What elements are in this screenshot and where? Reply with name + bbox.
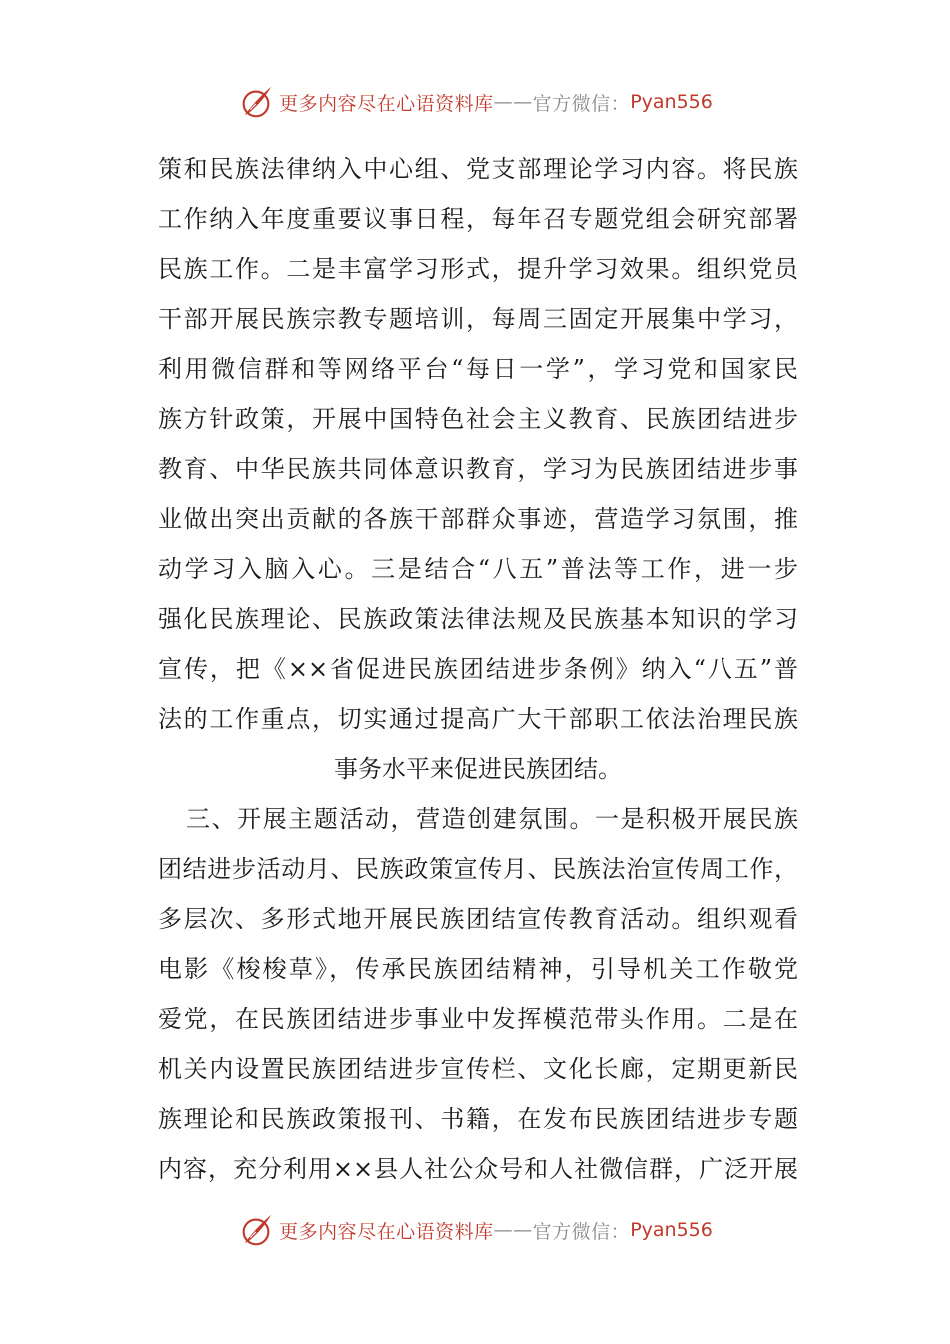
- text-line: 强化民族理论、民族政策法律法规及民族基本知识的学习: [158, 605, 798, 633]
- text-line: 电影《梭梭草》，传承民族团结精神，引导机关工作敬党: [158, 955, 798, 983]
- text-line: 内容，充分利用××县人社公众号和人社微信群，广泛开展: [158, 1155, 798, 1183]
- text-line: 动学习入脑入心。三是结合“八五”普法等工作，进一步: [158, 555, 798, 583]
- text-line: 民族工作。二是丰富学习形式，提升学习效果。组织党员: [158, 255, 798, 283]
- text-line: 利用微信群和等网络平台“每日一学”，学习党和国家民: [158, 355, 798, 383]
- banner-slogan: 更多内容尽在心语资料库: [279, 92, 494, 115]
- text-line: 宣传，把《××省促进民族团结进步条例》纳入“八五”普: [158, 655, 798, 683]
- quill-logo-icon: [237, 1211, 275, 1249]
- text-line: 工作纳入年度重要议事日程，每年召专题党组会研究部署: [158, 205, 798, 233]
- quill-logo-icon: [237, 83, 275, 121]
- banner-wechat-label: 官方微信：: [532, 92, 631, 115]
- text-line: 族方针政策，开展中国特色社会主义教育、民族团结进步: [158, 405, 798, 433]
- header-banner: [0, 82, 950, 122]
- banner-wechat-id: Pyan556: [630, 1219, 713, 1241]
- text-line: 业做出突出贡献的各族干部群众事迹，营造学习氛围，推: [158, 505, 798, 533]
- banner-dash: ——: [493, 1219, 533, 1241]
- text-line: 策和民族法律纳入中心组、党支部理论学习内容。将民族: [158, 155, 798, 183]
- text-line: 事务水平来促进民族团结。: [334, 755, 622, 783]
- text-line: 法的工作重点，切实通过提高广大干部职工依法治理民族: [158, 705, 798, 733]
- text-line: 爱党，在民族团结进步事业中发挥模范带头作用。二是在: [158, 1005, 798, 1033]
- text-line: 机关内设置民族团结进步宣传栏、文化长廊，定期更新民: [158, 1055, 798, 1083]
- banner-dash: ——: [493, 91, 533, 113]
- text-line: 教育、中华民族共同体意识教育，学习为民族团结进步事: [158, 455, 798, 483]
- banner-wechat-id: Pyan556: [630, 91, 713, 113]
- text-line: 团结进步活动月、民族政策宣传月、民族法治宣传周工作，: [158, 855, 798, 883]
- section-heading-line: 三、开展主题活动，营造创建氛围。一是积极开展民族: [186, 805, 798, 833]
- text-line: 族理论和民族政策报刊、书籍，在发布民族团结进步专题: [158, 1105, 798, 1133]
- text-line: 干部开展民族宗教专题培训，每周三固定开展集中学习，: [158, 305, 798, 333]
- banner-slogan: 更多内容尽在心语资料库: [279, 1220, 494, 1243]
- footer-banner: [0, 1210, 950, 1250]
- text-line: 多层次、多形式地开展民族团结宣传教育活动。组织观看: [158, 905, 798, 933]
- banner-wechat-label: 官方微信：: [532, 1220, 631, 1243]
